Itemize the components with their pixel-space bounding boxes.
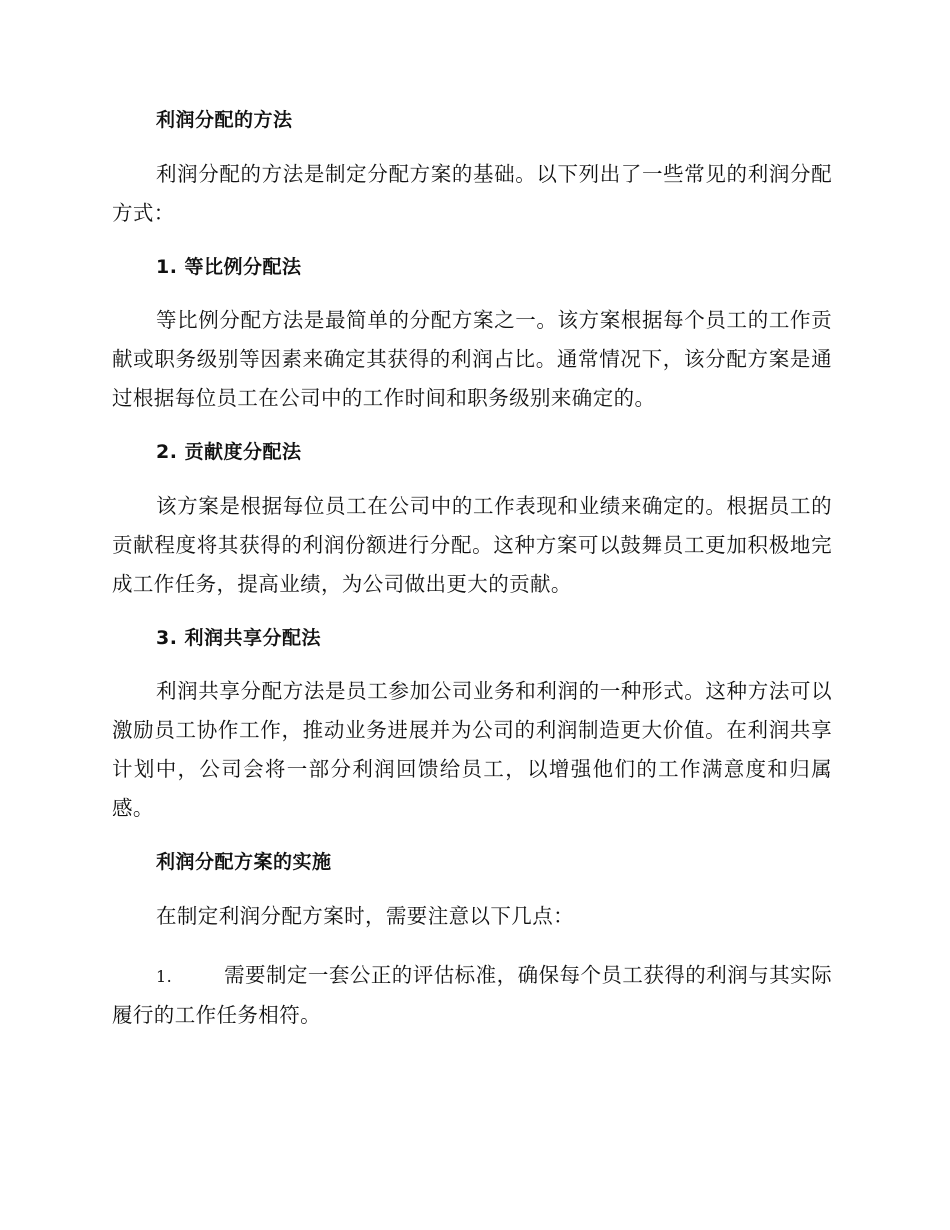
section-heading-implementation: 利润分配方案的实施 [156,851,332,873]
paragraph-proportional: 等比例分配方法是最简单的分配方案之一。该方案根据每个员工的工作贡献或职务级别等因素来确定其获得的利润占比。通常情况下，该分配方案是通过根据每位员工在公司中的工作时间和职务级别来确定的。 [112,308,832,410]
paragraph-profit-sharing: 利润共享分配方法是员工参加公司业务和利润的一种形式。这种方法可以激励员工协作工作，推动业务进展并为公司的利润制造更大价值。在利润共享计划中，公司会将一部分利润回馈给员工，以增强他们的工作满意度和归属感。 [112,679,832,820]
paragraph-contribution: 该方案是根据每位员工在公司中的工作表现和业绩来确定的。根据员工的贡献程度将其获得的利润份额进行分配。这种方案可以鼓舞员工更加积极地完成工作任务，提高业绩，为公司做出更大的贡献。 [112,493,832,596]
section-heading-contribution: 2. 贡献度分配法 [156,441,302,463]
list-item-text: 需要制定一套公正的评估标准，确保每个员工获得的利润与其实际履行的工作任务相符。 [112,962,832,1027]
paragraph-methods-intro: 利润分配的方法是制定分配方案的基础。以下列出了一些常见的利润分配方式： [112,161,832,225]
list-item-number: 1. [156,966,173,986]
section-heading-profit-sharing: 3. 利润共享分配法 [156,626,322,649]
document-page [112,106,832,1035]
section-heading-methods: 利润分配的方法 [156,109,293,131]
paragraph-implementation-intro: 在制定利润分配方案时，需要注意以下几点： [156,903,574,928]
section-heading-proportional: 1. 等比例分配法 [156,255,302,278]
list-item [112,956,832,1035]
